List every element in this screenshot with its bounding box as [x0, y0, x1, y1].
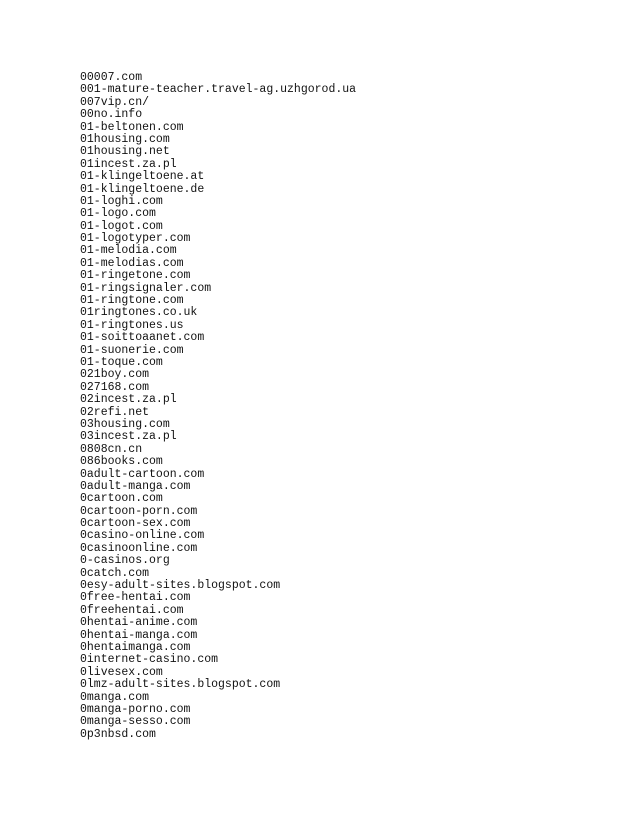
domain-line: 01-beltonen.com	[80, 120, 184, 134]
domain-line: 01housing.com	[80, 132, 170, 146]
domain-line: 00no.info	[80, 108, 143, 122]
domain-line: 01-logo.com	[80, 207, 156, 221]
domain-line: 01-loghi.com	[80, 194, 163, 208]
domain-line: 086books.com	[80, 455, 163, 469]
domain-line: 0hentai-manga.com	[80, 628, 198, 642]
domain-line: 0catch.com	[80, 566, 150, 580]
domain-list	[80, 72, 356, 741]
domain-line: 01-toque.com	[80, 355, 163, 369]
domain-line: 0livesex.com	[80, 665, 163, 679]
domain-line: 0free-hentai.com	[80, 591, 191, 605]
domain-line: 001-mature-teacher.travel-ag.uzhgorod.ua	[80, 83, 357, 97]
domain-line: 01-logotyper.com	[80, 232, 191, 246]
domain-line: 01-ringsignaler.com	[80, 281, 212, 295]
domain-line: 01-soittoaanet.com	[80, 331, 205, 345]
domain-line: 02incest.za.pl	[80, 393, 177, 407]
domain-line: 01-ringtone.com	[80, 294, 184, 308]
domain-line: 0esy-adult-sites.blogspot.com	[80, 579, 281, 593]
domain-line: 01-melodias.com	[80, 256, 184, 270]
domain-line: 0casino-online.com	[80, 529, 205, 543]
domain-line: 03incest.za.pl	[80, 430, 177, 444]
domain-line: 0adult-manga.com	[80, 479, 191, 493]
domain-line: 0p3nbsd.com	[80, 727, 156, 741]
domain-line: 01-suonerie.com	[80, 343, 184, 357]
domain-line: 0cartoon-sex.com	[80, 517, 191, 531]
domain-line: 0manga-porno.com	[80, 702, 191, 716]
domain-line: 01-logot.com	[80, 219, 163, 233]
domain-line: 01incest.za.pl	[80, 157, 177, 171]
domain-line: 01-klingeltoene.de	[80, 182, 205, 196]
domain-line: 02refi.net	[80, 405, 150, 419]
domain-line: 0freehentai.com	[80, 603, 184, 617]
domain-line: 01ringtones.co.uk	[80, 306, 198, 320]
domain-line: 0cartoon.com	[80, 492, 163, 506]
domain-line: 0manga.com	[80, 690, 150, 704]
domain-line: 01housing.net	[80, 145, 170, 159]
domain-line: 03housing.com	[80, 417, 170, 431]
domain-line: 0cartoon-porn.com	[80, 504, 198, 518]
domain-line: 0adult-cartoon.com	[80, 467, 205, 481]
domain-line: 027168.com	[80, 380, 150, 394]
domain-line: 00007.com	[80, 71, 143, 84]
domain-line: 0808cn.cn	[80, 442, 143, 456]
domain-line: 01-ringetone.com	[80, 269, 191, 283]
domain-line: 0-casinos.org	[80, 554, 170, 568]
domain-line: 01-klingeltoene.at	[80, 170, 205, 184]
domain-line: 01-melodia.com	[80, 244, 177, 258]
domain-line: 01-ringtones.us	[80, 318, 184, 332]
domain-line: 007vip.cn/	[80, 95, 150, 109]
domain-line: 0casinoonline.com	[80, 541, 198, 555]
domain-line: 0lmz-adult-sites.blogspot.com	[80, 678, 281, 692]
domain-line: 0manga-sesso.com	[80, 715, 191, 729]
domain-line: 0internet-casino.com	[80, 653, 219, 667]
domain-line: 0hentai-anime.com	[80, 616, 198, 630]
domain-line: 0hentaimanga.com	[80, 640, 191, 654]
domain-line: 021boy.com	[80, 368, 150, 382]
